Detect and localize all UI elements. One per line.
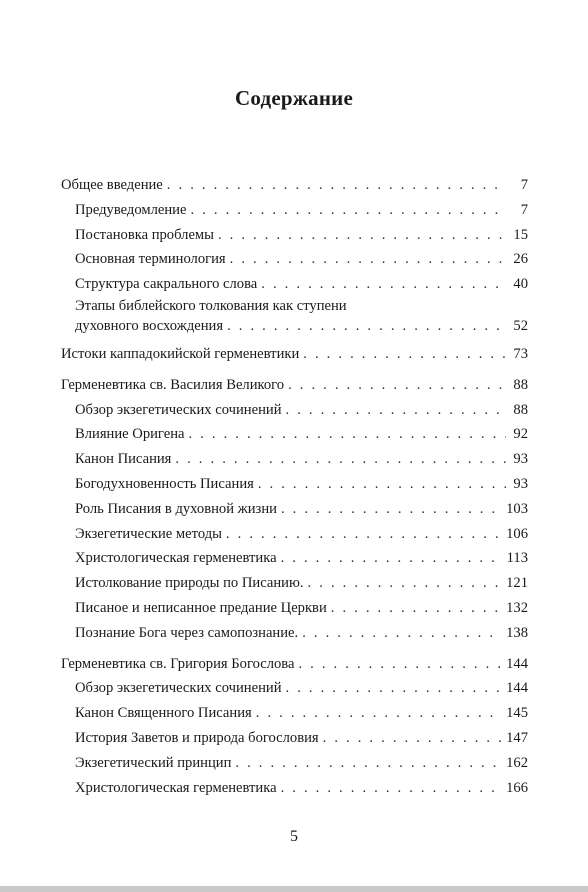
toc-entry[interactable]: [61, 373, 528, 398]
toc-entry-page: 144: [506, 655, 528, 672]
toc-entry[interactable]: [61, 342, 528, 367]
page-title: Содержание: [235, 86, 353, 110]
toc-entry-page: 144: [506, 680, 528, 697]
toc-entry-title: Предуведомление: [75, 201, 187, 218]
page-number: 5: [290, 828, 298, 845]
toc-entry-title: Обзор экзегетических сочинений: [75, 680, 282, 697]
dot-leader: [302, 621, 502, 646]
toc-subentry[interactable]: [61, 751, 528, 776]
dot-leader: [323, 726, 502, 751]
toc-entry-title: Христологическая герменевтика: [75, 779, 277, 796]
toc-entry-title: Роль Писания в духовной жизни: [75, 500, 277, 517]
toc-entry-title: Истолкование природы по Писанию.: [75, 575, 304, 592]
toc-entry[interactable]: [61, 652, 528, 677]
toc-subentry[interactable]: [61, 571, 528, 596]
toc-entry-title: Обзор экзегетических сочинений: [75, 401, 282, 418]
toc-subentry[interactable]: [61, 223, 528, 248]
toc-entry-page: 88: [513, 376, 528, 393]
toc-entry-page: 103: [506, 500, 528, 517]
toc-section: [61, 652, 528, 801]
toc-entry-title: Герменевтика св. Григория Богослова: [61, 655, 295, 672]
toc-entry-page: 106: [506, 525, 528, 542]
toc-entry-title: Экзегетические методы: [75, 525, 222, 542]
toc-entry-title: Постановка проблемы: [75, 226, 214, 243]
toc-entry-page: 7: [520, 201, 528, 218]
toc-subentry-first-line[interactable]: [61, 297, 528, 316]
toc-subentry[interactable]: [61, 621, 528, 646]
toc-subentry[interactable]: [61, 776, 528, 801]
toc-subentry[interactable]: [61, 472, 528, 497]
dot-leader: [190, 198, 506, 223]
dot-leader: [303, 342, 506, 367]
toc-subentry[interactable]: [61, 726, 528, 751]
dot-leader: [189, 422, 507, 447]
toc-entry-page: 52: [513, 317, 528, 334]
toc-entry-page: 93: [513, 451, 528, 468]
toc-entry-page: 132: [506, 599, 528, 616]
dot-leader: [230, 247, 506, 272]
toc-subentry[interactable]: [61, 198, 528, 223]
dot-leader: [258, 472, 506, 497]
toc-entry-page: 147: [506, 729, 528, 746]
dot-leader: [286, 398, 506, 423]
toc-subentry[interactable]: [61, 676, 528, 701]
toc-entry-title: Структура сакрального слова: [75, 276, 258, 293]
toc-subentry-second-line[interactable]: [61, 316, 528, 336]
toc-entry-title: Познание Бога через самопознание.: [75, 624, 299, 641]
toc-subentry[interactable]: [61, 247, 528, 272]
toc-entry-page: 145: [506, 705, 528, 722]
table-of-contents: [61, 173, 528, 806]
toc-subentry[interactable]: [61, 398, 528, 423]
toc-entry-page: 26: [513, 251, 528, 268]
dot-leader: [281, 497, 502, 522]
toc-entry-page: 88: [513, 401, 528, 418]
dot-leader: [256, 701, 502, 726]
dot-leader: [227, 316, 506, 336]
toc-section: [61, 373, 528, 646]
dot-leader: [331, 596, 502, 621]
toc-entry-title: Христологическая герменевтика: [75, 550, 277, 567]
toc-entry-title: Канон Священного Писания: [75, 705, 252, 722]
toc-entry-title: Этапы библейского толкования как ступени: [75, 297, 347, 314]
toc-subentry[interactable]: [61, 497, 528, 522]
toc-entry-title: Истоки каппадокийской герменевтики: [61, 345, 300, 362]
toc-subentry[interactable]: [61, 447, 528, 472]
dot-leader: [226, 522, 502, 547]
toc-entry[interactable]: [61, 173, 528, 198]
toc-subentry[interactable]: [61, 422, 528, 447]
toc-entry-page: 73: [513, 345, 528, 362]
dot-leader: [288, 373, 506, 398]
toc-entry-title-continued: духовного восхождения: [75, 317, 224, 334]
toc-entry-title: Основная терминология: [75, 251, 226, 268]
toc-entry-title: Канон Писания: [75, 451, 172, 468]
toc-entry-page: 15: [513, 226, 528, 243]
dot-leader: [261, 272, 506, 297]
dot-leader: [281, 546, 503, 571]
toc-entry-page: 138: [506, 624, 528, 641]
bottom-edge-bar: [0, 886, 588, 892]
toc-entry-page: 92: [513, 426, 528, 443]
toc-subentry[interactable]: [61, 701, 528, 726]
toc-entry-title: Богодухновенность Писания: [75, 475, 254, 492]
dot-leader: [175, 447, 506, 472]
toc-subentry[interactable]: [61, 272, 528, 297]
toc-entry-page: 166: [506, 779, 528, 796]
toc-entry-page: 7: [520, 177, 528, 193]
toc-entry-page: 93: [513, 475, 528, 492]
toc-entry-title: Герменевтика св. Василия Великого: [61, 376, 285, 393]
toc-entry-title: Экзегетический принцип: [75, 754, 232, 771]
toc-entry-title: Писаное и неписанное предание Церкви: [75, 599, 327, 616]
dot-leader: [286, 676, 503, 701]
toc-entry-page: 40: [513, 276, 528, 293]
toc-section: [61, 342, 528, 367]
dot-leader: [235, 751, 502, 776]
toc-entry-page: 162: [506, 754, 528, 771]
toc-entry-page: 121: [506, 575, 528, 592]
toc-entry-title: История Заветов и природа богословия: [75, 729, 319, 746]
dot-leader: [298, 652, 502, 677]
toc-entry-title: Влияние Оригена: [75, 426, 185, 443]
dot-leader: [218, 223, 506, 248]
dot-leader: [281, 776, 503, 801]
toc-subentry[interactable]: [61, 522, 528, 547]
dot-leader: [167, 173, 506, 198]
dot-leader: [308, 571, 503, 596]
toc-subentry[interactable]: [61, 546, 528, 571]
toc-section: [61, 173, 528, 336]
toc-entry-page: 113: [506, 550, 528, 567]
toc-subentry[interactable]: [61, 596, 528, 621]
toc-entry-title: Общее введение: [61, 177, 163, 193]
